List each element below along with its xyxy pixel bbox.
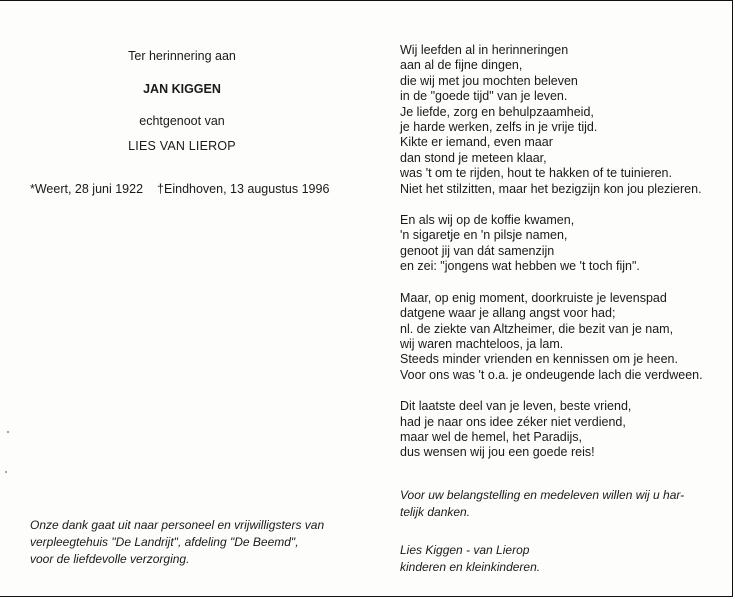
poem-line: Je liefde, zorg en behulpzaamheid, [400,104,594,119]
poem-line: genoot jij van dát samenzijn [400,243,555,258]
poem-stanza [400,213,720,275]
print-speck [7,431,9,433]
poem-line: maar wel de hemel, het Paradijs, [400,429,583,444]
poem-line: Voor ons was 't o.a. je ondeugende lach die verdween. [400,367,703,382]
poem-line: Wij leefden al in herinneringen [400,43,569,57]
poem-line: Steeds minder vrienden en kennissen om je heen. [400,352,678,367]
care-thanks-line: verpleegtehuis "De Landrijt", afdeling "De Beemd", [30,535,299,549]
care-thanks [30,517,350,568]
deceased-name: JAN KIGGEN [143,82,221,96]
thanks-line: Voor uw belangstelling en medeleven willen wij u har- [400,488,685,502]
poem-line: Dit laatste deel van je leven, beste vriend, [400,399,632,414]
poem-line: die wij met jou mochten beleven [400,73,578,88]
poem-line: dan stond je meteen klaar, [400,150,547,165]
poem-line: Kikte er iemand, even maar [400,135,553,150]
poem-line: datgene waar je allang angst voor had; [400,306,616,321]
birth-date: *Weert, 28 juni 1922 [30,182,144,196]
spouse-of-text: echtgenoot van [139,114,225,128]
poem-line: dus wensen wij jou een goede reis! [400,445,595,460]
life-dates [30,182,329,196]
poem-stanza [400,43,720,197]
care-thanks-line: voor de liefdevolle verzorging. [30,552,190,566]
poem-line: in de "goede tijd" van je leven. [400,89,568,104]
print-speck [5,471,7,473]
death-date: †Eindhoven, 13 augustus 1996 [157,182,330,196]
poem-stanza [400,399,720,461]
signature-line: Lies Kiggen - van Lierop [400,543,530,557]
spouse-name: LIES VAN LIEROP [128,139,236,153]
intro-text: Ter herinnering aan [128,49,236,63]
signature [400,542,720,576]
poem-line: Niet het stilzitten, maar het bezigzijn kon jou plezieren. [400,181,702,196]
poem-line: Maar, op enig moment, doorkruiste je levenspad [400,290,667,305]
poem-line: en zei: "jongens wat hebben we 't toch fijn". [400,259,640,274]
poem-line: je harde werken, zelfs in je vrije tijd. [400,120,598,135]
poem [400,43,720,477]
poem-line: wij waren machteloos, ja lam. [400,336,564,351]
poem-line: had je naar ons idee zéker niet verdiend, [400,414,626,429]
poem-line: aan al de fijne dingen, [400,58,523,73]
thanks-message [400,487,720,521]
thanks-line: telijk danken. [400,505,471,519]
family-thanks [400,487,720,576]
signature-line: kinderen en kleinkinderen. [400,560,541,574]
care-thanks-line: Onze dank gaat uit naar personeel en vrijwilligsters van [30,518,325,532]
poem-line: nl. de ziekte van Altzheimer, die bezit van je nam, [400,321,674,336]
poem-line: En als wij op de koffie kwamen, [400,213,575,228]
poem-line: 'n sigaretje en 'n pilsje namen, [400,228,568,243]
poem-stanza [400,291,720,383]
poem-line: was 't om te rijden, hout te hakken of te tuinieren. [400,166,672,181]
